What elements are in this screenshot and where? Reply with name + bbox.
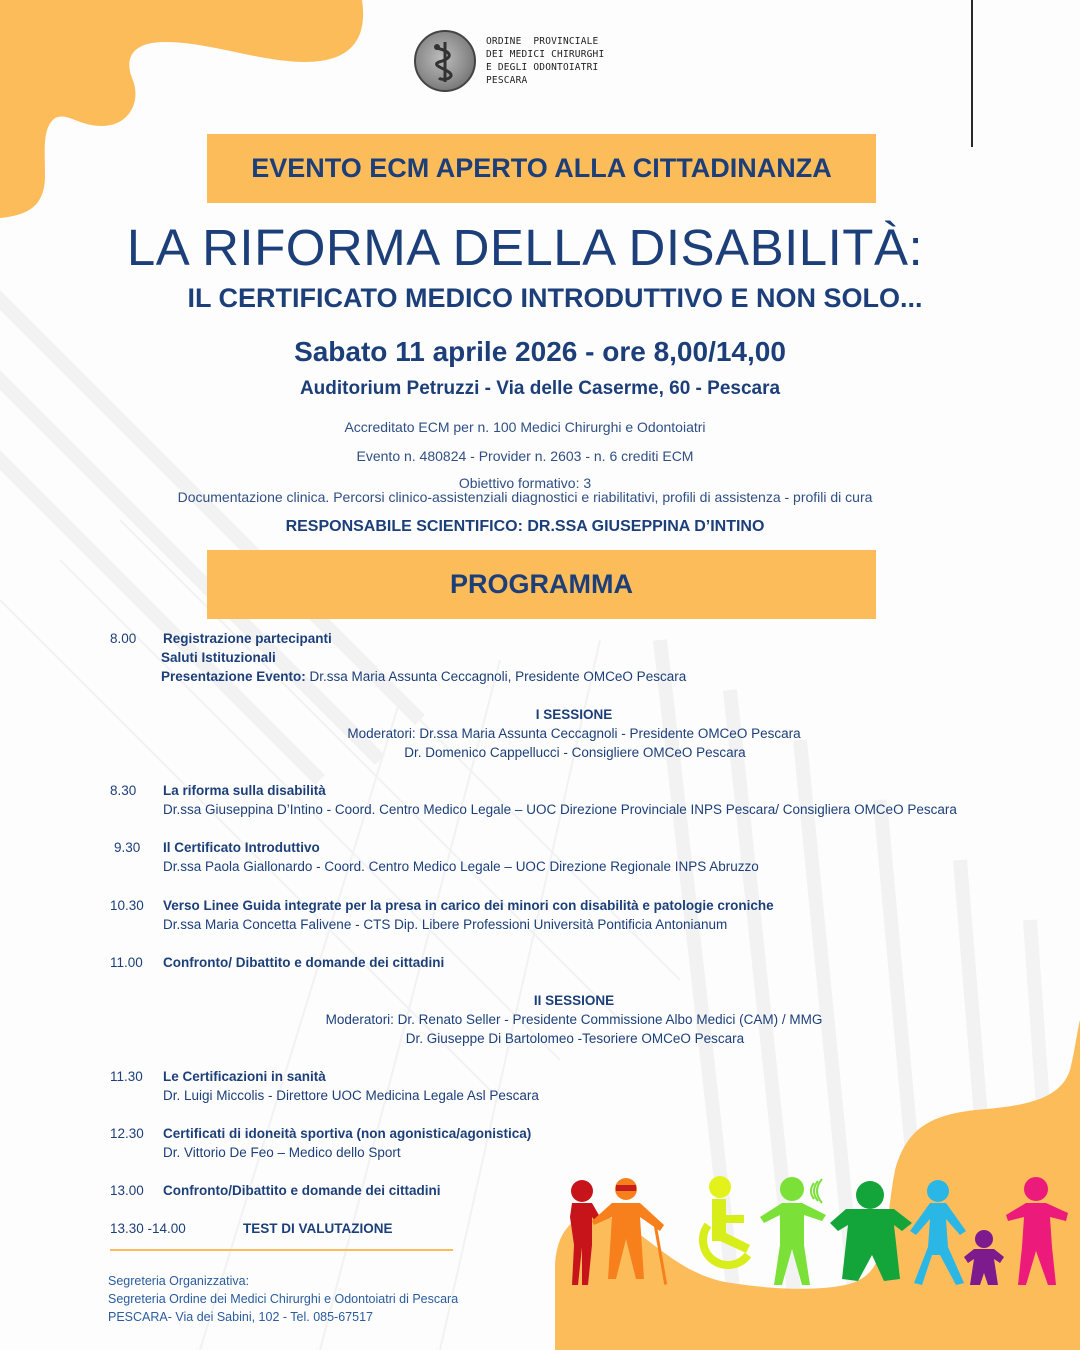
session-1-block (0, 705, 1080, 762)
item-body (163, 838, 759, 876)
page-subtitle: IL CERTIFICATO MEDICO INTRODUTTIVO E NON SOLO... (187, 283, 923, 313)
item-body (163, 781, 957, 819)
item-speaker: Dr.ssa Giuseppina D’Intino - Coord. Centro Medico Legale – UOC Direzione Provinciale INPS Pescara/ Consigliera OMCeO Pescara (163, 802, 957, 817)
figure-blind-with-cane-icon (592, 1178, 667, 1285)
scientific-responsible: RESPONSABILE SCIENTIFICO: DR.SSA GIUSEPPINA D’INTINO (285, 518, 765, 535)
item-title: Certificati di idoneità sportiva (non agonistica/agonistica) (163, 1126, 532, 1141)
paper-people-disability-illustration (560, 1175, 1070, 1315)
item-time: 13.30 -14.00 (110, 1221, 186, 1236)
event-type-banner: EVENTO ECM APERTO ALLA CITTADINANZA (207, 134, 876, 203)
objective-label: Obiettivo formativo: 3 (458, 475, 592, 491)
session-moderators: Moderatori: Dr.ssa Maria Assunta Ceccagnoli - Presidente OMCeO Pescara (347, 726, 801, 741)
item-time: 11.30 (110, 1069, 143, 1084)
event-date: Sabato 11 aprile 2026 - ore 8,00/14,00 (294, 336, 786, 367)
event-info-text: Evento n. 480824 - Provider n. 2603 - n. 6 crediti ECM (356, 448, 694, 464)
item-body (163, 1124, 531, 1162)
footer-label: Segreteria Organizzativa: (108, 1274, 250, 1288)
item-body (163, 953, 444, 972)
item-time: 8.00 (110, 631, 137, 646)
item-title: Le Certificazioni in sanità (163, 1069, 326, 1084)
item-time: 8.30 (110, 783, 137, 798)
figure-wheelchair-icon (703, 1176, 750, 1265)
item-title: Confronto/ Dibattito e domande dei cittadini (163, 955, 445, 970)
item-title: Il Certificato Introduttivo (163, 840, 320, 855)
session-title: II SESSIONE (533, 993, 615, 1008)
figure-green-icon (830, 1181, 912, 1281)
item-body (163, 629, 686, 686)
figure-hearing-icon (760, 1177, 826, 1285)
program-end-divider (110, 1249, 453, 1251)
footer-address: PESCARA- Via dei Sabini, 102 - Tel. 085-67517 (108, 1310, 373, 1324)
item-title: Confronto/Dibattito e domande dei cittadini (163, 1183, 441, 1198)
logo-line-2: DEI MEDICI CHIRURGHI (486, 49, 605, 60)
item-speaker: Dr.ssa Paola Giallonardo - Coord. Centro Medico Legale – UOC Direzione Regionale INPS Abruzzo (163, 859, 759, 874)
page-title: LA RIFORMA DELLA DISABILITÀ: (126, 219, 924, 276)
accreditation-text: Accreditato ECM per n. 100 Medici Chirurghi e Odontoiatri (344, 419, 706, 435)
logo-line-4: PESCARA (486, 75, 528, 86)
item-title: Verso Linee Guida integrate per la presa in carico dei minori con disabilità e patologie croniche (163, 898, 774, 913)
organizing-secretariat (108, 1272, 458, 1326)
session-moderators: Moderatori: Dr. Renato Seller - Presidente Commissione Albo Medici (CAM) / MMG (325, 1012, 823, 1027)
item-speaker: Dr.ssa Maria Concetta Falivene - CTS Dip. Libere Professioni Università Pontificia Antonianum (163, 917, 728, 932)
figure-prosthetic-leg-icon (910, 1180, 966, 1285)
session-2-block (0, 991, 1080, 1048)
figure-pink-icon (1006, 1177, 1068, 1285)
item-title: La riforma sulla disabilità (163, 783, 326, 798)
item-time: 10.30 (110, 898, 144, 913)
logo-line-1: ORDINE PROVINCIALE (486, 36, 599, 47)
event-venue: Auditorium Petruzzi - Via delle Caserme, 60 - Pescara (299, 378, 781, 399)
item-body (163, 896, 774, 934)
item-presentation (161, 667, 686, 686)
session-title: I SESSIONE (535, 707, 613, 722)
item-subtitle: Saluti Istituzionali (161, 650, 276, 665)
figure-child-icon (964, 1230, 1004, 1285)
session-moderators-2: Dr. Domenico Cappellucci - Consigliere OMCeO Pescara (404, 745, 746, 760)
presentation-label: Presentazione Evento: (161, 669, 306, 684)
session-moderators-2: Dr. Giuseppe Di Bartolomeo -Tesoriere OMCeO Pescara (405, 1031, 745, 1046)
item-body (163, 1181, 441, 1200)
program-heading: PROGRAMMA (207, 550, 876, 619)
item-time: 11.00 (110, 955, 143, 970)
item-body (163, 1067, 539, 1105)
figure-red-icon (570, 1180, 600, 1285)
item-title: Registrazione partecipanti (163, 631, 332, 646)
footer-organization: Segreteria Ordine dei Medici Chirurghi e Odontoiatri di Pescara (108, 1292, 459, 1306)
item-time: 9.30 (114, 840, 141, 855)
logo-line-3: E DEGLI ODONTOIATRI (486, 62, 599, 73)
objective-text: Documentazione clinica. Percorsi clinico-assistenziali diagnostici e riabilitativi, profili di assistenza - profili di cura (177, 489, 873, 505)
item-time: 13.00 (110, 1183, 144, 1198)
item-time: 12.30 (110, 1126, 144, 1141)
item-title: TEST DI VALUTAZIONE (243, 1221, 393, 1236)
item-speaker: Dr. Luigi Miccolis - Direttore UOC Medicina Legale Asl Pescara (163, 1088, 539, 1103)
presentation-text: Dr.ssa Maria Assunta Ceccagnoli, Presidente OMCeO Pescara (305, 669, 687, 684)
item-speaker: Dr. Vittorio De Feo – Medico dello Sport (163, 1145, 401, 1160)
